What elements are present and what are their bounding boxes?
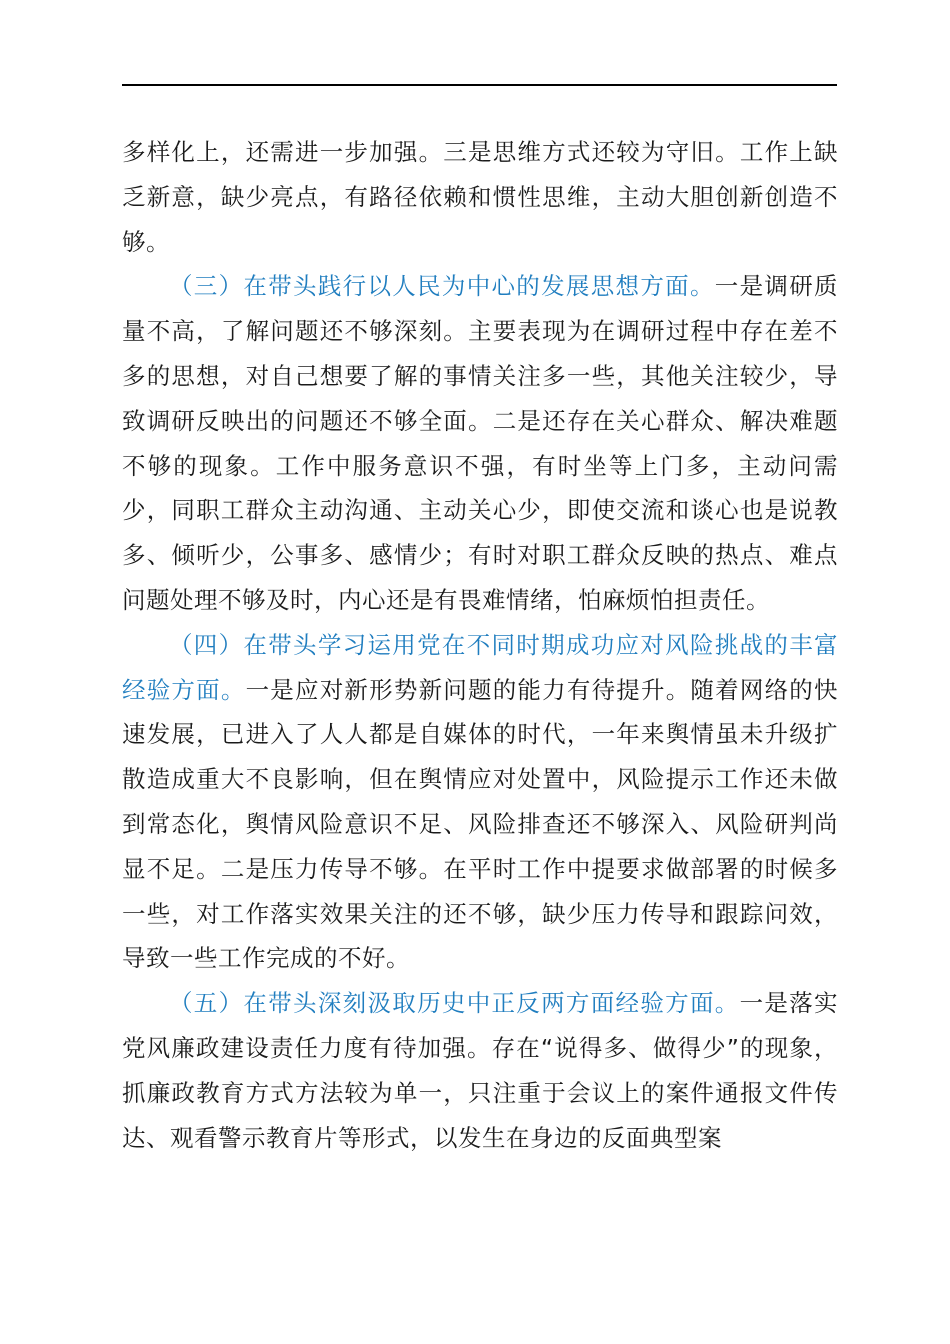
paragraph-section-5	[122, 981, 838, 1160]
document-body	[122, 130, 838, 1160]
paragraph-section-4	[122, 623, 838, 981]
section-heading: （四）在带头学习运用党在不同时期成功应对风险挑战的丰富经验方面。	[122, 630, 838, 704]
paragraph-text: 多样化上，还需进一步加强。三是思维方式还较为守旧。工作上缺乏新意，缺少亮点，有路径依赖和惯性思维，主动大胆创新创造不够。	[122, 138, 838, 256]
paragraph-text: 一是调研质量不高，了解问题还不够深刻。主要表现为在调研过程中存在差不多的思想，对自己想要了解的事情关注多一些，其他关注较少，导致调研反映出的问题还不够全面。二是还存在关心群众、解决难题不够的现象。工作中服务意识不强，有时坐等上门多，主动问需少，同职工群众主动沟通、主动关心少，即使交流和谈心也是说教多、倾听少，公事多、感情少；有时对职工群众反映的热点、难点问题处理不够及时，内心还是有畏难情绪，怕麻烦怕担责任。	[122, 272, 839, 614]
header-rule	[122, 84, 837, 86]
section-heading: （五）在带头深刻汲取历史中正反两方面经验方面。	[169, 989, 740, 1018]
section-heading: （三）在带头践行以人民为中心的发展思想方面。	[169, 272, 715, 301]
paragraph-section-3	[122, 264, 838, 622]
paragraph-text: 一是应对新形势新问题的能力有待提升。随着网络的快速发展，已进入了人人都是自媒体的时代，一年来舆情虽未升级扩散造成重大不良影响，但在舆情应对处置中，风险提示工作还未做到常态化，舆情风险意识不足、风险排查还不够深入、风险研判尚显不足。二是压力传导不够。在平时工作中提要求做部署的时候多一些，对工作落实效果关注的还不够，缺少压力传导和跟踪问效，导致一些工作完成的不好。	[122, 675, 839, 973]
paragraph-continuation	[122, 130, 838, 264]
paragraph-text: 一是落实党风廉政建设责任力度有待加强。存在“说得多、做得少”的现象，抓廉政教育方式方法较为单一，只注重于会议上的案件通报文件传达、观看警示教育片等形式，以发生在身边的反面典型案	[122, 989, 839, 1152]
